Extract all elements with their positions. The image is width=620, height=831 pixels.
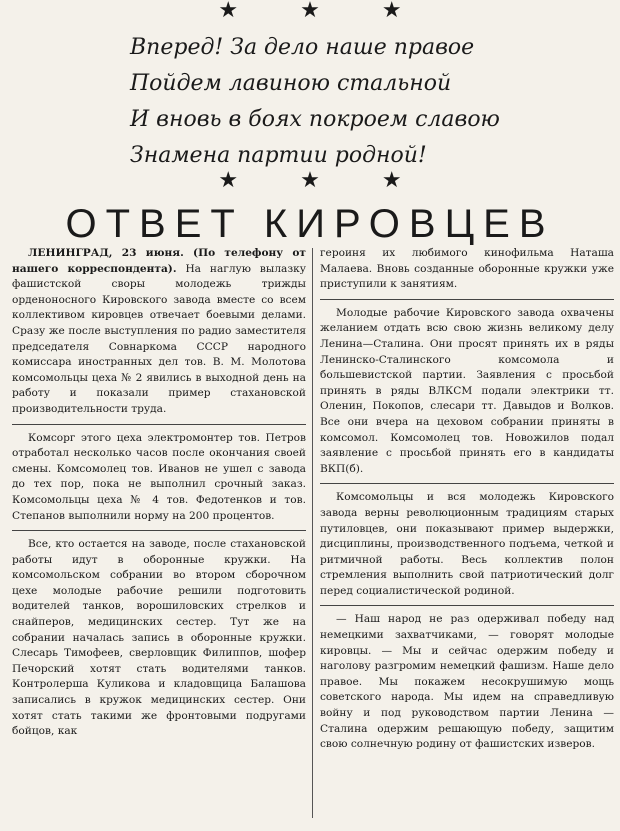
star-icon: ★	[300, 0, 320, 23]
paragraph: Молодые рабочие Кировского завода охвачены желанием отдать всю свою жизнь великому делу Ленина—Сталина. Они просят принять их в ряды Ленинско-Сталинского комсомола и большевистской партии. Заявления с просьбой принять в ряды ВЛКСМ подали электрики тт. Оленин, Покопов, слесари тт. Давыдов и Волков. Все они вчера на цеховом собрании приняты в комсомол. Комсомолец тов. Новожилов подал заявление с просьбой принять его в кандидаты ВКП(б).	[320, 306, 614, 475]
right-column	[320, 246, 614, 759]
left-column	[12, 246, 306, 746]
paragraph: героиня их любимого кинофильма Наташа Малаева. Вновь созданные оборонные кружки уже приступили к занятиям.	[320, 247, 614, 291]
star-icon: ★	[300, 168, 320, 193]
separator	[320, 605, 614, 606]
separator	[12, 424, 306, 425]
poem-line: Вперед! За дело наше правое	[130, 35, 475, 60]
paragraph	[12, 246, 306, 418]
dateline: ЛЕНИНГРАД, 23 июня. (По телефону от нашего корреспондента).	[12, 247, 306, 275]
star-icon: ★	[218, 168, 239, 193]
poem-line: Знамена партии родной!	[130, 143, 427, 168]
paragraph: Все, кто остается на заводе, после стахановской работы идут в оборонные кружки. На комсомольском собрании во втором сборочном цехе молодые рабочие решили подготовить водителей танков, ворошиловских стрелков и снайперов, медицинских сестер. Тут же на собрании началась запись в оборонные кружки. Слесарь Тимофеев, сверловщик Филиппов, шофер Печорский хотят стать водителями танков. Контролерша Куликова и кладовщица Балашова записались в кружок медицинских сестер. Они хотят стать такими же фронтовыми подругами бойцов, как	[12, 538, 306, 738]
poem	[130, 30, 590, 174]
separator	[12, 530, 306, 531]
separator	[320, 483, 614, 484]
stars-bottom	[0, 170, 620, 192]
paragraph: Комсорг этого цеха электромонтер тов. Петров отработал несколько часов после окончания своей смены. Комсомолец тов. Иванов не ушел с завода до тех пор, пока не выполнил срочный заказ. Комсомольцы цеха № 4 тов. Федотенков и тов. Степанов выполнили норму на 200 процентов.	[12, 431, 306, 522]
paragraph-text: На наглую вылазку фашистской своры молодежь трижды орденоносного Кировского завода вместе со всем коллективом кировцев отвечает боевыми делами. Сразу же после выступления по радио заместителя председателя Совнаркома СССР народного комиссара иностранных дел тов. В. М. Молотова комсомольцы цеха № 2 явились в выходной день на работу и показали пример стахановской производительности труда.	[12, 262, 306, 415]
paragraph: — Наш народ не раз одерживал победу над немецкими захватчиками, — говорят молодые кировцы. — Мы и сейчас одержим победу и наголову разгромим немецкий фашизм. Наше дело правое. Мы покажем несокрушимую мощь советского народа. Мы идем на справедливую войну и под руководством партии Ленина — Сталина одержим решающую победу, защитим свою солнечную родину от фашистских изверов.	[320, 613, 614, 751]
star-icon: ★	[218, 0, 239, 23]
paragraph: Комсомольцы и вся молодежь Кировского завода верны революционным традициям старых путиловцев, они показывают пример выдержки, дисциплины, производственного подъема, четкой и ритмичной работы. Весь коллектив полон стремления выполнить свой патриотический долг перед социалистической родиной.	[320, 491, 614, 597]
star-icon: ★	[381, 168, 402, 193]
column-divider	[312, 248, 313, 818]
stars-top	[0, 0, 620, 22]
poem-line: Пойдем лавиною стальной	[130, 71, 452, 96]
headline: ОТВЕТ КИРОВЦЕВ	[65, 202, 555, 246]
separator	[320, 299, 614, 300]
star-icon: ★	[381, 0, 402, 23]
poem-line: И вновь в боях покроем славою	[130, 107, 500, 132]
